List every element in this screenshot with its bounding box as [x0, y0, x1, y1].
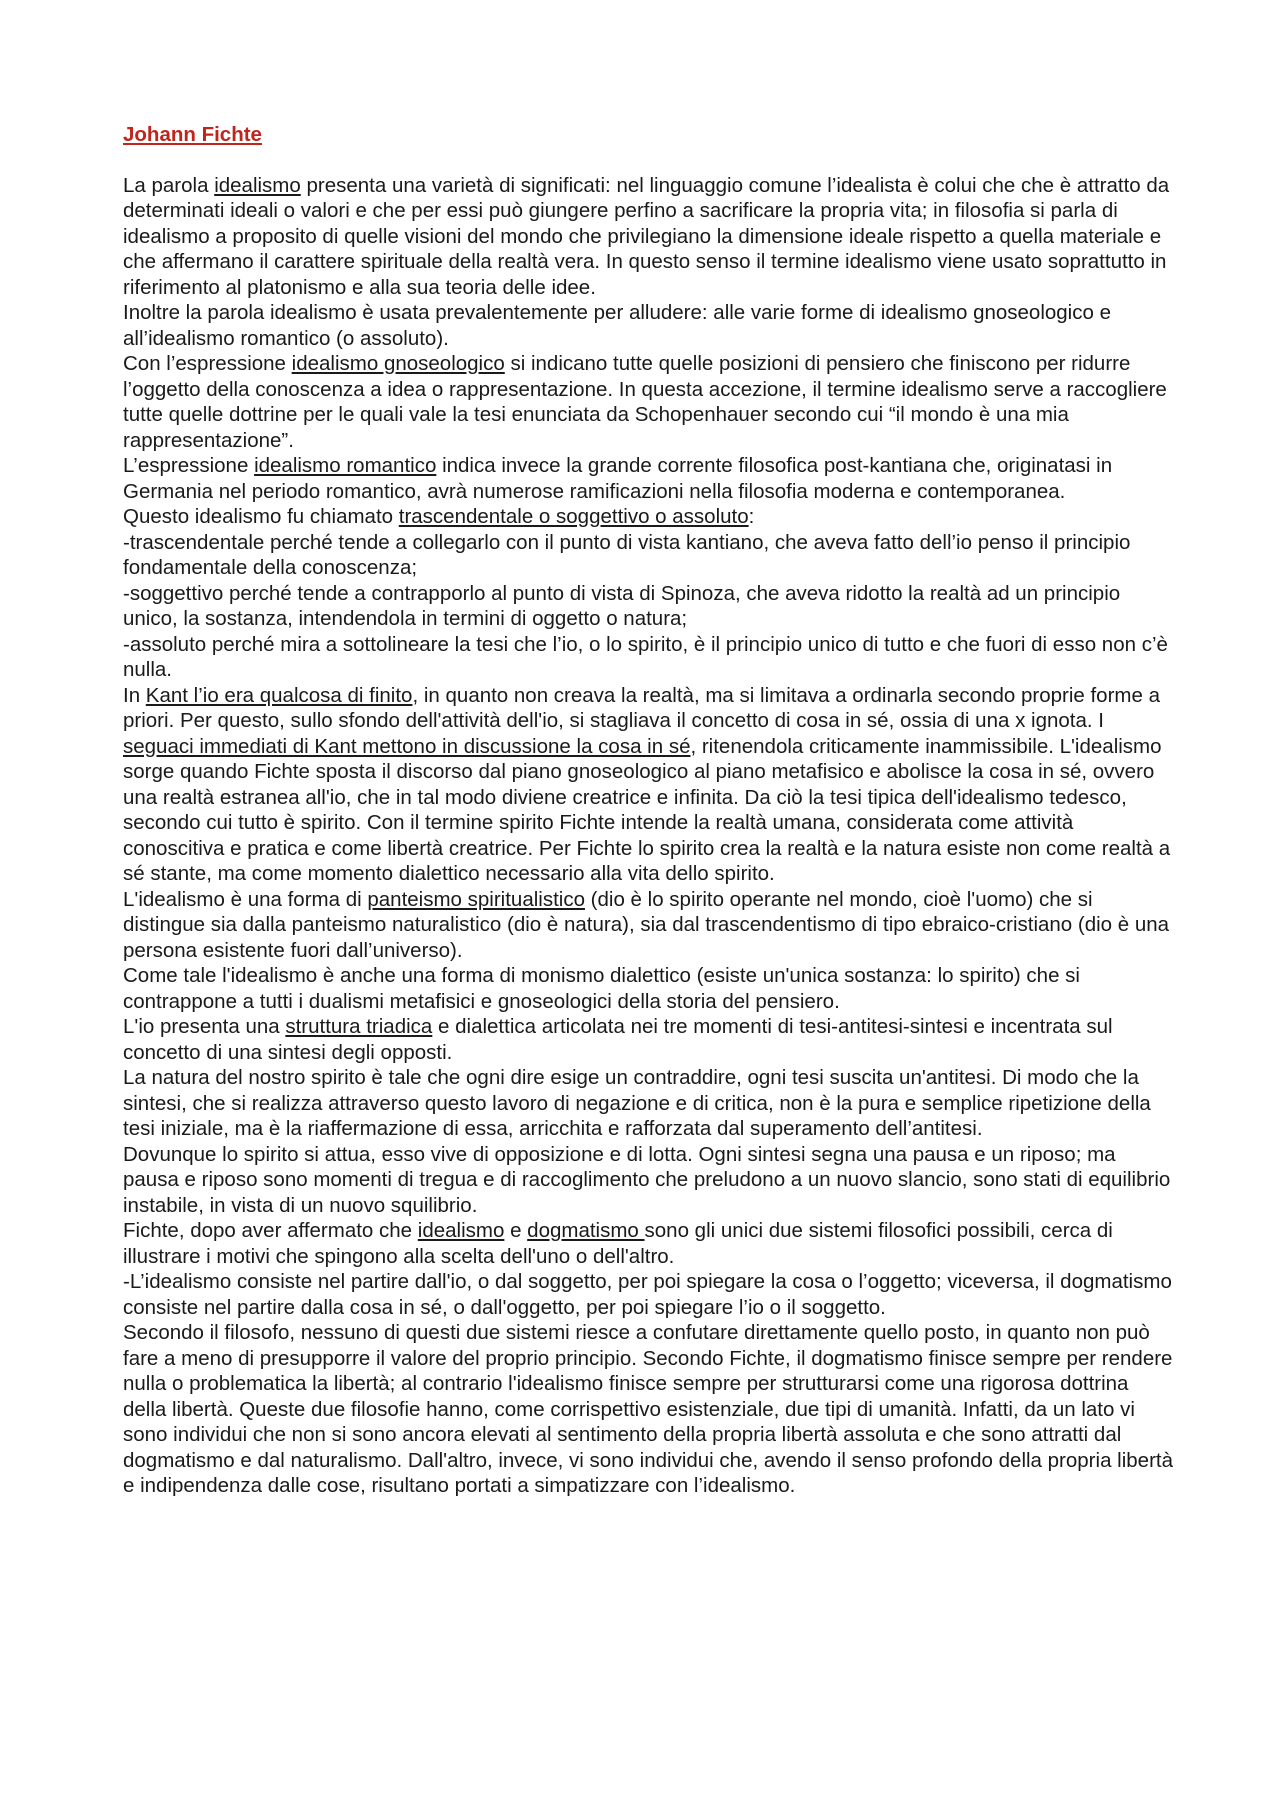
paragraph [123, 530, 1173, 581]
paragraph [123, 453, 1173, 504]
paragraph [123, 887, 1173, 964]
text-run: Come tale l'idealismo è anche una forma di monismo dialettico (esiste un'unica sostanza: lo spirito) che si contrappone a tutti i dualismi metafisici e gnoseologici della storia del pensiero. [123, 964, 1080, 1013]
underlined-term: panteismo spiritualistico [367, 887, 585, 911]
paragraph [123, 1269, 1173, 1320]
underlined-term: struttura triadica [285, 1015, 433, 1038]
text-run: e dialettica articolata nei tre momenti di tesi-antitesi-sintesi e incentrata sul concetto di una sintesi degli opposti. [123, 1015, 1113, 1064]
paragraph [123, 1065, 1173, 1142]
paragraph [123, 1218, 1173, 1269]
text-run: indica invece la grande corrente filosofica post-kantiana che, originatasi in Germania nel periodo romantico, avrà numerose ramificazioni nella filosofia moderna e contemporanea. [123, 454, 1113, 503]
document-page [123, 122, 1173, 1499]
text-run: : [748, 505, 755, 528]
paragraph [123, 1320, 1173, 1499]
underlined-term: trascendentale o soggettivo o assoluto [398, 505, 749, 528]
paragraph [123, 1142, 1173, 1219]
paragraph [123, 504, 1173, 530]
text-run: Questo idealismo fu chiamato [123, 505, 399, 528]
paragraph [123, 683, 1173, 887]
text-run: Dovunque lo spirito si attua, esso vive di opposizione e di lotta. Ogni sintesi segna una pausa e un riposo; ma pausa e riposo sono momenti di tregua e di raccoglimento che preludono a un nuovo slancio, sono stati di equilibrio instabile, in vista di un nuovo squilibrio. [123, 1142, 1171, 1217]
text-run: , ritenendola criticamente inammissibile. L'idealismo sorge quando Fichte sposta il discorso dal piano gnoseologico al piano metafisico e abolisce la cosa in sé, ovvero una realtà estranea all'io, che in tal modo diviene creatrice e infinita. Da ciò la tesi tipica dell'idealismo tedesco, secondo cui tutto è spirito. Con il termine spirito Fichte intende la realtà umana, considerata come attività conoscitiva e pratica e come libertà creatrice. Per Fichte lo spirito crea la realtà e la natura esiste non come realtà a sé stante, ma come momento dialettico necessario alla vita dello spirito. [123, 734, 1171, 885]
text-run: -L’idealismo consiste nel partire dall'io, o dal soggetto, per poi spiegare la cosa o l’oggetto; viceversa, il dogmatismo consiste nel partire dalla cosa in sé, o dall'oggetto, per poi spiegare l’io o il soggetto. [123, 1270, 1172, 1319]
text-run: sono gli unici due sistemi filosofici possibili, cerca di illustrare i motivi che spingono alla scelta dell'uno o dell'altro. [123, 1219, 1113, 1268]
text-run: presenta una varietà di significati: nel linguaggio comune l’idealista è colui che che è attratto da determinati ideali o valori e che per essi può giungere perfino a sacrificare la propria vita; in filosofia si parla di idealismo a proposito di quelle visioni del mondo che privilegiano la dimensione ideale rispetto a quella materiale e che affermano il carattere spirituale della realtà vera. In questo senso il termine idealismo viene usato soprattutto in riferimento al platonismo e alla sua teoria delle idee. [123, 173, 1170, 299]
underlined-term: dogmatismo [527, 1219, 645, 1242]
text-run: -trascendentale perché tende a collegarlo con il punto di vista kantiano, che aveva fatto dell’io penso il principio fondamentale della conoscenza; [123, 530, 1131, 579]
underlined-term: idealismo gnoseologico [291, 352, 505, 375]
text-run: Con l’espressione [123, 352, 292, 375]
underlined-term: Kant l’io era qualcosa di finito [145, 683, 413, 707]
text-run: Fichte, dopo aver affermato che [123, 1219, 418, 1242]
document-title: Johann Fichte [123, 123, 262, 146]
text-run: L'idealismo è una forma di [123, 887, 368, 911]
text-run: Inoltre la parola idealismo è usata prevalentemente per alludere: alle varie forme di idealismo gnoseologico e all’idealismo romantico (o assoluto). [123, 301, 1111, 350]
text-run: -soggettivo perché tende a contrapporlo al punto di vista di Spinoza, che aveva ridotto la realtà ad un principio unico, la sostanza, intendendola in termini di oggetto o natura; [123, 581, 1121, 630]
text-run: L’espressione [123, 454, 255, 477]
text-run: La natura del nostro spirito è tale che ogni dire esige un contraddire, ogni tesi suscita un'antitesi. Di modo che la sintesi, che si realizza attraverso questo lavoro di negazione e di critica, non è la pura e semplice ripetizione della tesi iniziale, ma è la riaffermazione di essa, arricchita e rafforzata dal superamento dell’antitesi. [123, 1066, 1151, 1140]
document-body [123, 173, 1173, 1499]
text-run: La parola [123, 173, 215, 197]
paragraph [123, 300, 1173, 351]
paragraph [123, 581, 1173, 632]
paragraph [123, 963, 1173, 1014]
paragraph [123, 173, 1173, 301]
text-run: e [504, 1219, 528, 1242]
underlined-term: idealismo [214, 173, 301, 197]
text-run: In [123, 683, 146, 707]
text-run: L'io presenta una [123, 1015, 286, 1038]
paragraph [123, 351, 1173, 453]
text-run: Secondo il filosofo, nessuno di questi due sistemi riesce a confutare direttamente quello posto, in quanto non può fare a meno di presupporre il valore del proprio principio. Secondo Fichte, il dogmatismo finisce sempre per rendere nulla o problematica la libertà; al contrario l'idealismo finisce sempre per strutturarsi come una rigorosa dottrina della libertà. Queste due filosofie hanno, come corrispettivo esistenziale, due tipi di umanità. Infatti, da un lato vi sono individui che non si sono ancora elevati al sentimento della propria libertà assoluta e che sono attratti dal dogmatismo e dal naturalismo. Dall'altro, invece, vi sono individui che, avendo il senso profondo della propria libertà e indipendenza dalle cose, risultano portati a simpatizzare con l’idealismo. [123, 1321, 1173, 1497]
underlined-term: seguaci immediati di Kant mettono in discussione la cosa in sé [123, 734, 691, 758]
text-run: , in quanto non creava la realtà, ma si limitava a ordinarla secondo proprie forme a priori. Per questo, sullo sfondo dell'attività dell'io, si stagliava il concetto di cosa in sé, ossia di una x ignota. I [123, 683, 1160, 732]
paragraph [123, 1014, 1173, 1065]
text-run: si indicano tutte quelle posizioni di pensiero che finiscono per ridurre l’oggetto della conoscenza a idea o rappresentazione. In questa accezione, il termine idealismo serve a raccogliere tutte quelle dottrine per le quali vale la tesi enunciata da Schopenhauer secondo cui “il mondo è una mia rappresentazione”. [123, 352, 1167, 452]
underlined-term: idealismo romantico [254, 454, 437, 477]
paragraph [123, 632, 1173, 683]
underlined-term: idealismo [417, 1219, 505, 1242]
text-run: -assoluto perché mira a sottolineare la tesi che l’io, o lo spirito, è il principio unico di tutto e che fuori di esso non c’è nulla. [123, 632, 1168, 681]
text-run: (dio è lo spirito operante nel mondo, cioè l'uomo) che si distingue sia dalla panteismo naturalistico (dio è natura), sia dal trascendentismo di tipo ebraico-cristiano (dio è una persona esistente fuori dall’universo). [123, 887, 1170, 962]
